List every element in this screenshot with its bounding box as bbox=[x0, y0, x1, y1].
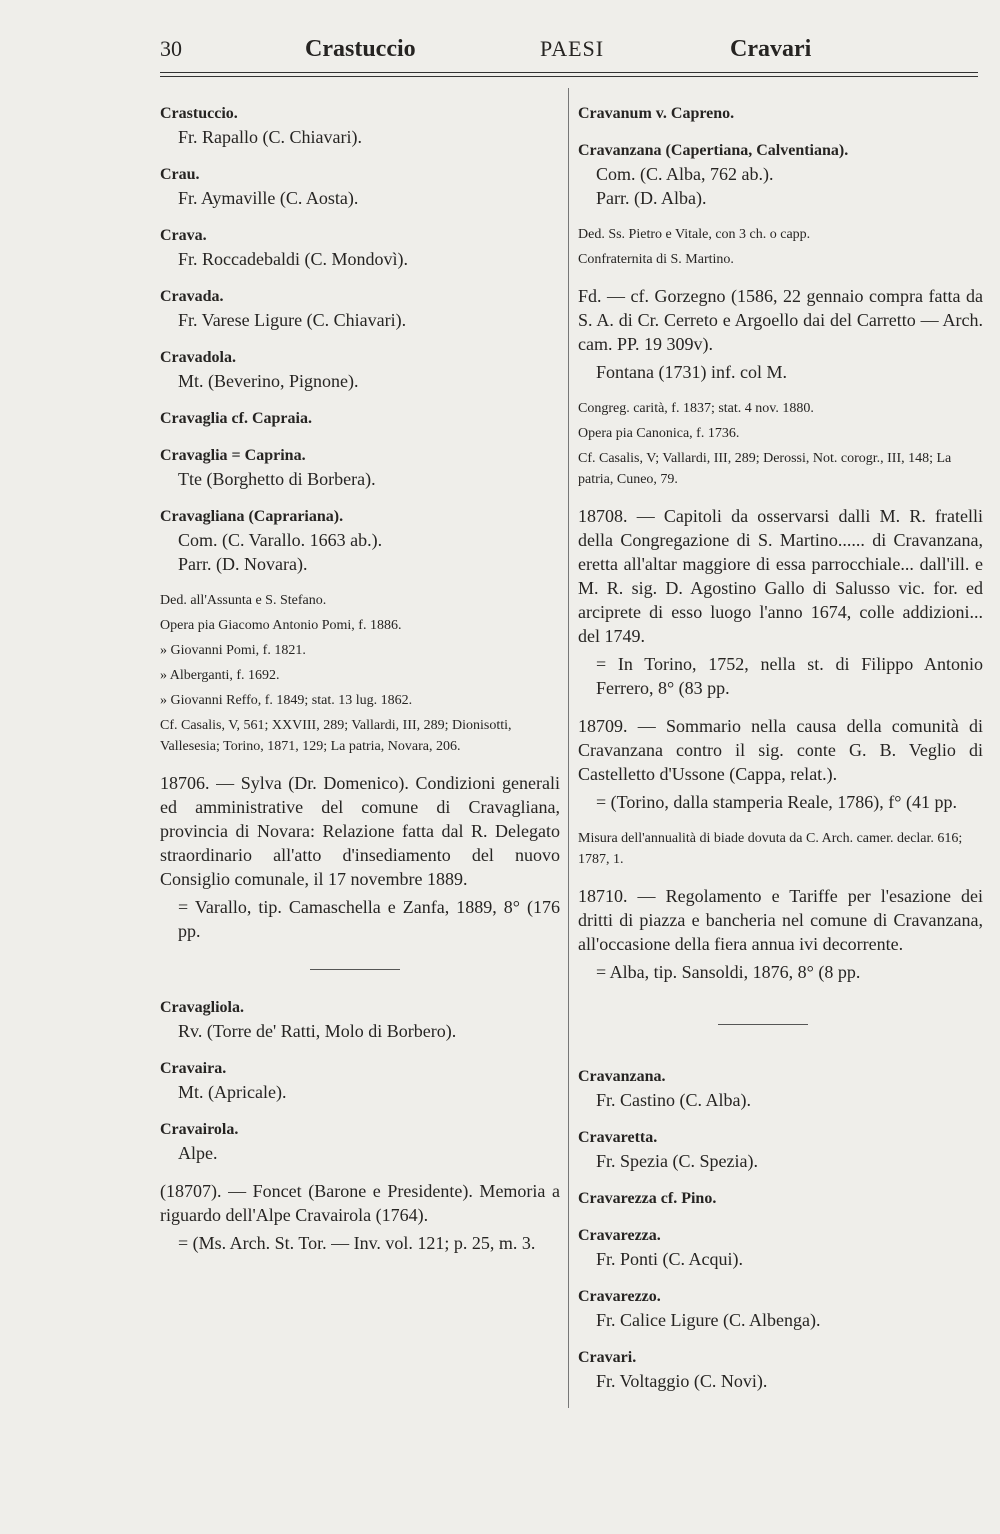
column-divider bbox=[568, 88, 569, 1408]
gazetteer-entry bbox=[160, 996, 560, 1043]
entry-headword: Cravanzana (Capertiana, Calventiana). bbox=[578, 142, 849, 159]
gazetteer-entry bbox=[578, 1224, 983, 1271]
gazetteer-entry bbox=[578, 1346, 983, 1393]
entry-line: Mt. (Apricale). bbox=[178, 1082, 287, 1102]
entry-headword: Cravari. bbox=[578, 1349, 637, 1366]
entry-headword: Cravairola. bbox=[160, 1121, 239, 1138]
bibliography-entry: 18710. — Regolamento e Tariffe per l'esazione dei dritti di piazza e bancheria nel comune di Cravanzana, all'occasione della fiera annua ivi decorrente. bbox=[578, 886, 983, 954]
gazetteer-entry bbox=[578, 224, 983, 270]
gazetteer-entry bbox=[578, 884, 983, 984]
gazetteer-entry bbox=[578, 1126, 983, 1173]
entry-note: Opera pia Giacomo Antonio Pomi, f. 1886. bbox=[160, 618, 402, 633]
entry-line: Fr. Ponti (C. Acqui). bbox=[596, 1249, 744, 1269]
gazetteer-entry bbox=[160, 346, 560, 393]
entry-line: Mt. (Beverino, Pignone). bbox=[178, 371, 359, 391]
entry-headword: Cravagliana (Caprariana). bbox=[160, 508, 344, 525]
entry-line: Com. (C. Alba, 762 ab.). bbox=[596, 164, 774, 184]
entry-headword: Cravaretta. bbox=[578, 1129, 658, 1146]
gazetteer-entry bbox=[578, 398, 983, 490]
bibliography-entry: 18708. — Capitoli da osservarsi dalli M. R. fratelli della Congregazione di S. Martino...... di Cravanzana, eretta all'altar maggiore di essa parrocchiale... dall'ill. e M. R. sig. D. Agostino Gallo di Salusso vic. for. ed arciprete di esso luogo l'anno 1674, colle addizioni... del 1749. bbox=[578, 506, 983, 646]
section-separator bbox=[718, 1024, 808, 1025]
gazetteer-entry bbox=[160, 505, 560, 576]
entry-line: Parr. (D. Alba). bbox=[596, 188, 707, 208]
entry-note: Confraternita di S. Martino. bbox=[578, 252, 734, 267]
bibliography-entry: (18707). — Foncet (Barone e Presidente). Memoria a riguardo dell'Alpe Cravairola (1764). bbox=[160, 1181, 560, 1225]
entry-headword: Cravarezza cf. Pino. bbox=[578, 1190, 717, 1207]
right-column bbox=[578, 88, 983, 1399]
left-running-head: Crastuccio bbox=[305, 36, 416, 62]
entry-line: Fr. Castino (C. Alba). bbox=[596, 1090, 752, 1110]
gazetteer-entry bbox=[578, 284, 983, 384]
section-separator bbox=[310, 969, 400, 970]
entry-note: Cf. Casalis, V; Vallardi, III, 289; Derossi, Not. corogr., III, 148; La patria, Cuneo, 79. bbox=[578, 451, 952, 487]
right-running-head: Cravari bbox=[730, 36, 812, 62]
bibliography-imprint: = (Ms. Arch. St. Tor. — Inv. vol. 121; p. 25, m. 3. bbox=[178, 1233, 536, 1253]
gazetteer-entry bbox=[578, 828, 983, 870]
entry-line: Parr. (D. Novara). bbox=[178, 554, 308, 574]
entry-note: » Alberganti, f. 1692. bbox=[160, 668, 280, 683]
gazetteer-entry bbox=[160, 590, 560, 757]
gazetteer-entry bbox=[160, 1057, 560, 1104]
gazetteer-entry bbox=[578, 504, 983, 700]
entry-line: Fr. Rapallo (C. Chiavari). bbox=[178, 127, 362, 147]
gazetteer-entry bbox=[578, 102, 983, 125]
header-rule-top bbox=[160, 72, 978, 73]
entry-headword: Crastuccio. bbox=[160, 105, 238, 122]
entry-note: » Giovanni Pomi, f. 1821. bbox=[160, 643, 306, 658]
entry-headword: Crau. bbox=[160, 166, 200, 183]
entry-line: Fr. Spezia (C. Spezia). bbox=[596, 1151, 758, 1171]
entry-note: Cf. Casalis, V, 561; XXVIII, 289; Vallardi, III, 289; Dionisotti, Vallesesia; Torino, 1871, 129; La patria, Novara, 206. bbox=[160, 718, 512, 754]
entry-note: Congreg. carità, f. 1837; stat. 4 nov. 1880. bbox=[578, 401, 814, 416]
entry-note: Ded. Ss. Pietro e Vitale, con 3 ch. o capp. bbox=[578, 227, 811, 242]
entry-note: » Giovanni Reffo, f. 1849; stat. 13 lug. 1862. bbox=[160, 693, 413, 708]
header-rule-bottom bbox=[160, 76, 978, 77]
gazetteer-entry bbox=[160, 102, 560, 149]
page-number: 30 bbox=[160, 36, 182, 61]
entry-headword: Cravaira. bbox=[160, 1060, 227, 1077]
entry-line: Alpe. bbox=[178, 1143, 218, 1163]
entry-note: Misura dell'annualità di biade dovuta da C. Arch. camer. declar. 616; 1787, 1. bbox=[578, 831, 963, 867]
bibliography-imprint: = Varallo, tip. Camaschella e Zanfa, 1889, 8° (176 pp. bbox=[178, 897, 560, 941]
gazetteer-entry bbox=[578, 714, 983, 814]
entry-headword: Cravaglia cf. Capraia. bbox=[160, 410, 312, 427]
bibliography-imprint: = In Torino, 1752, nella st. di Filippo Antonio Ferrero, 8° (83 pp. bbox=[596, 654, 983, 698]
entry-headword: Cravada. bbox=[160, 288, 224, 305]
entry-headword: Cravarezza. bbox=[578, 1227, 661, 1244]
gazetteer-entry bbox=[160, 444, 560, 491]
gazetteer-entry bbox=[160, 163, 560, 210]
gazetteer-entry bbox=[578, 1285, 983, 1332]
entry-line: Fr. Aymaville (C. Aosta). bbox=[178, 188, 359, 208]
entry-note: Opera pia Canonica, f. 1736. bbox=[578, 426, 740, 441]
entry-headword: Cravanzana. bbox=[578, 1068, 666, 1085]
entry-line: Fr. Roccadebaldi (C. Mondovì). bbox=[178, 249, 408, 269]
entry-note: Ded. all'Assunta e S. Stefano. bbox=[160, 593, 327, 608]
gazetteer-entry bbox=[578, 1187, 983, 1210]
entry-headword: Cravaglia = Caprina. bbox=[160, 447, 306, 464]
bibliography-entry: 18709. — Sommario nella causa della comunità di Cravanzana contro il sig. conte G. B. Veglio di Castelletto d'Ussone (Cappa, relat.). bbox=[578, 716, 983, 784]
bibliography-entry: 18706. — Sylva (Dr. Domenico). Condizioni generali ed amministrative del comune di Cravagliana, provincia di Novara: Relazione fatta dal R. Delegato straordinario all'atto d'insediamento del nuovo Consiglio comunale, il 17 novembre 1889. bbox=[160, 773, 560, 889]
bibliography-imprint: = (Torino, dalla stamperia Reale, 1786), f° (41 pp. bbox=[596, 792, 957, 812]
gazetteer-entry bbox=[160, 407, 560, 430]
entry-headword: Cravarezzo. bbox=[578, 1288, 661, 1305]
entry-line: Fr. Varese Ligure (C. Chiavari). bbox=[178, 310, 407, 330]
gazetteer-entry bbox=[160, 285, 560, 332]
entry-line: Fr. Voltaggio (C. Novi). bbox=[596, 1371, 768, 1391]
entry-headword: Cravadola. bbox=[160, 349, 236, 366]
gazetteer-entry bbox=[578, 139, 983, 210]
left-column bbox=[160, 88, 560, 1261]
entry-headword: Cravagliola. bbox=[160, 999, 244, 1016]
gazetteer-entry bbox=[160, 771, 560, 943]
gazetteer-entry bbox=[160, 1179, 560, 1255]
bibliography-imprint: = Alba, tip. Sansoldi, 1876, 8° (8 pp. bbox=[596, 962, 861, 982]
gazetteer-entry bbox=[578, 1065, 983, 1112]
entry-headword: Cravanum v. Capreno. bbox=[578, 105, 735, 122]
entry-line: Rv. (Torre de' Ratti, Molo di Borbero). bbox=[178, 1021, 457, 1041]
entry-line: Com. (C. Varallo. 1663 ab.). bbox=[178, 530, 383, 550]
gazetteer-entry bbox=[160, 1118, 560, 1165]
gazetteer-entry bbox=[160, 224, 560, 271]
bibliography-imprint: Fontana (1731) inf. col M. bbox=[596, 362, 787, 382]
page-header bbox=[160, 28, 980, 70]
center-running-head: PAESI bbox=[540, 36, 605, 61]
entry-line: Tte (Borghetto di Borbera). bbox=[178, 469, 376, 489]
entry-headword: Crava. bbox=[160, 227, 207, 244]
entry-line: Fr. Calice Ligure (C. Albenga). bbox=[596, 1310, 821, 1330]
bibliography-entry: Fd. — cf. Gorzegno (1586, 22 gennaio compra fatta da S. A. di Cr. Cerreto e Argoello dai del Carretto — Arch. cam. PP. 19 309v). bbox=[578, 286, 983, 354]
